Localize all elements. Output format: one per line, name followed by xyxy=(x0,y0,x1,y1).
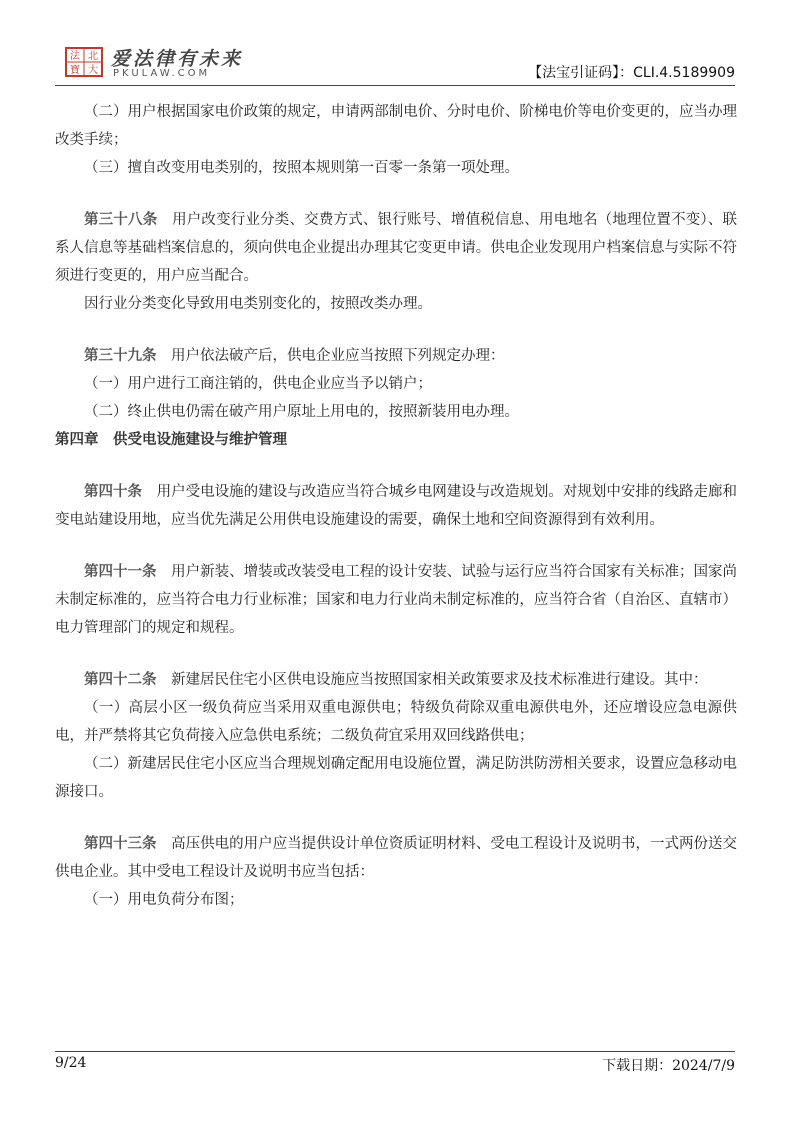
svg-text:法: 法 xyxy=(70,51,80,62)
list-item: （一）高层小区一级负荷应当采用双重电源供电；特级负荷除双重电源供电外，还应增设应急电源供电，并严禁将其它负荷接入应急供电系统；二级负荷宜采用双回线路供电； xyxy=(55,700,737,744)
article-title: 第三十九条 xyxy=(84,348,157,364)
page-header xyxy=(55,40,735,84)
paragraph: （二）用户根据国家电价政策的规定，申请两部制电价、分时电价、阶梯电价等电价变更的，应当办理改类手续； xyxy=(55,104,737,148)
chapter-heading: 第四章 供受电设施建设与维护管理 xyxy=(55,432,287,448)
article-text: 高压供电的用户应当提供设计单位资质证明材料、受电工程设计及说明书，一式两份送交供电企业。其中受电工程设计及说明书应当包括： xyxy=(55,836,738,880)
list-item: （二）终止供电仍需在破产用户原址上用电的，按照新装用电办理。 xyxy=(84,404,519,420)
document-body xyxy=(55,98,737,914)
article-text: 用户改变行业分类、交费方式、银行账号、增值税信息、用电地名（地理位置不变）、联系人信息等基础档案信息的，须向供电企业提出办理其它变更申请。供电企业发现用户档案信息与实际不符须进行变更的，用户应当配合。 xyxy=(55,212,738,284)
page-number: 9/24 xyxy=(55,1055,87,1071)
svg-text:北: 北 xyxy=(88,51,98,62)
article-text: 用户新装、增装或改装受电工程的设计安装、试验与运行应当符合国家有关标准；国家尚未制定标准的，应当符合电力行业标准；国家和电力行业尚未制定标准的，应当符合省（自治区、直辖市）电力管理部门的规定和规程。 xyxy=(55,564,738,636)
logo-domain: PKULAW.COM xyxy=(113,68,211,79)
paragraph: （三）擅自改变用电类别的，按照本规则第一百零一条第一项处理。 xyxy=(84,160,519,176)
header-divider xyxy=(55,85,735,86)
article-41 xyxy=(55,558,737,642)
list-item: （二）新建居民住宅小区应当合理规划确定配用电设施位置，满足防洪防涝相关要求，设置应急移动电源接口。 xyxy=(55,756,737,800)
svg-text:大: 大 xyxy=(88,65,98,76)
pkulaw-logo xyxy=(65,40,305,80)
article-39 xyxy=(55,342,737,370)
footer-divider xyxy=(55,1051,735,1052)
logo-slogan: 爱法律有未来 xyxy=(111,48,244,70)
list-item: （一）用电负荷分布图； xyxy=(84,892,244,908)
article-text: 用户受电设施的建设与改造应当符合城乡电网建设与改造规划。对规划中安排的线路走廊和变电站建设用地，应当优先满足公用供电设施建设的需要，确保土地和空间资源得到有效利用。 xyxy=(55,484,738,528)
article-text: 用户依法破产后，供电企业应当按照下列规定办理： xyxy=(171,348,505,364)
article-title: 第四十一条 xyxy=(84,564,157,580)
paragraph: 因行业分类变化导致用电类别变化的，按照改类办理。 xyxy=(84,296,432,312)
article-title: 第三十八条 xyxy=(84,212,158,228)
article-title: 第四十条 xyxy=(84,484,143,500)
list-item: （一）用户进行工商注销的，供电企业应当予以销户； xyxy=(84,376,432,392)
citation-code: 【法宝引证码】：CLI.4.5189909 xyxy=(528,65,735,81)
article-40 xyxy=(55,478,737,534)
article-text: 新建居民住宅小区供电设施应当按照国家相关政策要求及技术标准进行建设。其中： xyxy=(171,672,708,688)
seal-logo-icon xyxy=(65,47,103,77)
download-date: 下载日期：2024/7/9 xyxy=(602,1058,735,1074)
article-title: 第四十二条 xyxy=(84,672,157,688)
article-42 xyxy=(55,666,737,694)
article-38 xyxy=(55,206,737,290)
svg-text:寶: 寶 xyxy=(70,65,80,76)
article-43 xyxy=(55,830,737,886)
article-title: 第四十三条 xyxy=(84,836,157,852)
